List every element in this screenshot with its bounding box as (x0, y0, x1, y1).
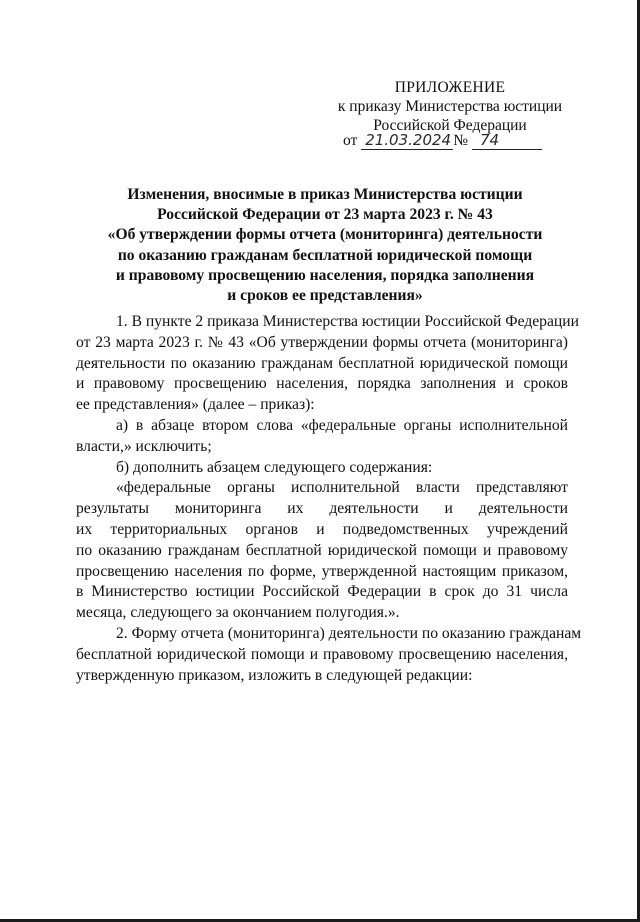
heading-line: Изменения, вносимые в приказ Министерства юстиции (127, 186, 523, 203)
order-date-handwritten: 21.03.2024 (365, 131, 452, 149)
paragraph-2-line: утвержденную приказом, изложить в следующей редакции: (76, 666, 473, 684)
paragraph-2-line: бесплатной юридической помощи и правовому просвещению населения, (76, 645, 568, 663)
appendix-date-number-line (343, 132, 542, 150)
appendix-order-line: к приказу Министерства юстиции (337, 98, 563, 115)
item-a-line: власти,» исключить; (76, 437, 212, 455)
appendix-title: ПРИЛОЖЕНИЕ (394, 79, 506, 96)
quoted-paragraph-line: просвещению населения по форме, утвержденной настоящим приказом, (76, 562, 568, 580)
quoted-paragraph-line: месяца, следующего за окончанием полугодия.». (76, 604, 400, 622)
quoted-paragraph-line: «федеральные органы исполнительной власти представляют (116, 479, 568, 497)
number-label: № (453, 132, 468, 149)
quoted-paragraph-line: их территориальных органов и подведомственных учреждений (76, 520, 568, 538)
quoted-paragraph-line: в Министерство юстиции Российской Федерации в срок до 31 числа (76, 583, 568, 601)
heading-line: Российской Федерации от 23 марта 2023 г. № 43 (157, 206, 493, 224)
quoted-paragraph-line: результаты мониторинга их деятельности и деятельности (76, 500, 568, 518)
order-number-field (472, 132, 542, 150)
heading-line: и правовому просвещению населения, порядка заполнения (115, 266, 535, 284)
order-number-handwritten: 74 (480, 131, 500, 149)
paragraph-1-line: ее представления» (далее – приказ): (76, 396, 315, 414)
paragraph-1-line: и правовому просвещению населения, порядка заполнения и сроков (76, 375, 568, 393)
paragraph-1-line: деятельности по оказанию гражданам бесплатной юридической помощи (76, 354, 568, 372)
appendix-federation-line: Российской Федерации (373, 117, 527, 134)
paragraph-1-line: 1. В пункте 2 приказа Министерства юстиции Российской Федерации (116, 313, 579, 330)
item-b-line: б) дополнить абзацем следующего содержания: (116, 458, 433, 476)
document-body (76, 312, 582, 686)
quoted-paragraph-line: по оказанию гражданам бесплатной юридической помощи и правовому (76, 541, 568, 559)
heading-line: и сроков ее представления» (227, 287, 423, 305)
from-label: от (343, 132, 358, 149)
order-date-field (361, 132, 453, 150)
paragraph-2-line: 2. Форму отчета (мониторинга) деятельности по оказанию гражданам (116, 624, 582, 642)
paragraph-1-line: от 23 марта 2023 г. № 43 «Об утверждении формы отчета (мониторинга) (76, 333, 568, 351)
heading-line: по оказанию гражданам бесплатной юридической помощи (117, 246, 533, 264)
heading-line: «Об утверждении формы отчета (мониторинга) деятельности (107, 226, 543, 244)
appendix-block (300, 78, 600, 135)
item-a-line: а) в абзаце втором слова «федеральные органы исполнительной (116, 416, 568, 434)
document-heading (80, 185, 570, 306)
